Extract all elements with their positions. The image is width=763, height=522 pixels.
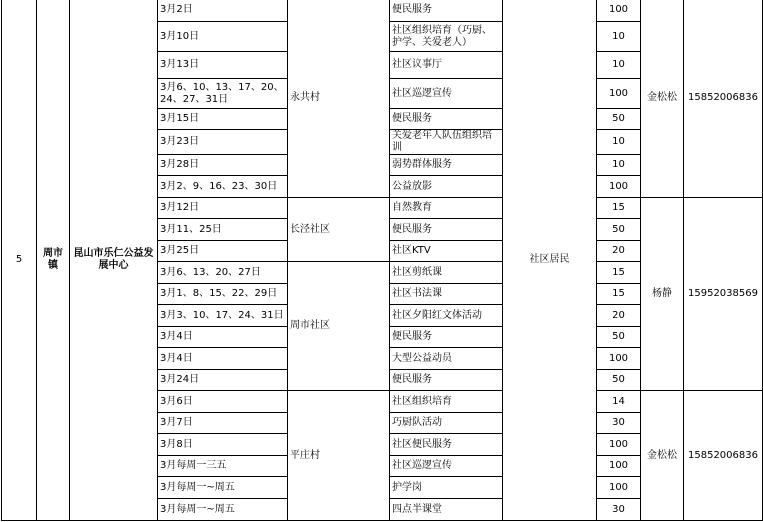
activity-date: 3月8日 (158, 434, 288, 456)
participant-count: 50 (597, 327, 641, 348)
village-name: 永共村 (288, 0, 390, 198)
activity-name: 弱势群体服务 (390, 155, 503, 176)
activity-date: 3月6、10、13、17、20、24、27、31日 (158, 79, 288, 109)
participant-count: 15 (597, 284, 641, 305)
participant-count: 20 (597, 241, 641, 262)
activity-schedule-table (1, 0, 763, 521)
activity-name: 社区组织培育 (390, 391, 503, 413)
activity-name: 关爱老年人队伍组织培训 (390, 130, 503, 155)
participant-count: 100 (597, 176, 641, 198)
activity-date: 3月2、9、16、23、30日 (158, 176, 288, 198)
activity-date: 3月10日 (158, 22, 288, 52)
participant-count: 10 (597, 52, 641, 79)
activity-name: 社区KTV (390, 241, 503, 262)
activity-name: 公益放影 (390, 176, 503, 198)
contact-phone: 15852006836 (684, 391, 763, 521)
participant-count: 15 (597, 262, 641, 284)
activity-date: 3月15日 (158, 109, 288, 130)
organization-name: 昆山市乐仁公益发展中心 (70, 0, 158, 521)
activity-name: 社区便民服务 (390, 434, 503, 456)
participant-count: 14 (597, 391, 641, 413)
participant-count: 50 (597, 109, 641, 130)
activity-name: 社区组织培育（巧厨、护学、关爱老人） (390, 22, 503, 52)
participant-count: 30 (597, 413, 641, 434)
activity-name: 便民服务 (390, 109, 503, 130)
village-name: 长泾社区 (288, 198, 390, 262)
participant-count: 100 (597, 456, 641, 477)
activity-name: 巧厨队活动 (390, 413, 503, 434)
participant-count: 10 (597, 130, 641, 155)
activity-name: 社区剪纸课 (390, 262, 503, 284)
participant-count: 100 (597, 348, 641, 370)
contact-phone: 15852006836 (684, 0, 763, 198)
contact-person: 金松松 (641, 391, 684, 521)
activity-name: 社区巡逻宣传 (390, 79, 503, 109)
participant-count: 10 (597, 155, 641, 176)
activity-date: 3月6、13、20、27日 (158, 262, 288, 284)
participant-count: 20 (597, 305, 641, 327)
participant-count: 30 (597, 499, 641, 521)
activity-date: 3月12日 (158, 198, 288, 219)
participant-count: 50 (597, 219, 641, 241)
participant-count: 100 (597, 434, 641, 456)
activity-name: 大型公益动员 (390, 348, 503, 370)
town-name: 周市镇 (37, 0, 70, 521)
activity-date: 3月每周一三五 (158, 456, 288, 477)
activity-date: 3月13日 (158, 52, 288, 79)
activity-date: 3月6日 (158, 391, 288, 413)
activity-name: 便民服务 (390, 370, 503, 391)
participant-count: 50 (597, 370, 641, 391)
activity-date: 3月每周一~周五 (158, 477, 288, 499)
activity-date: 3月25日 (158, 241, 288, 262)
activity-date: 3月11、25日 (158, 219, 288, 241)
activity-name: 便民服务 (390, 327, 503, 348)
participant-count: 100 (597, 79, 641, 109)
participant-count: 100 (597, 0, 641, 22)
activity-name: 社区书法课 (390, 284, 503, 305)
activity-date: 3月24日 (158, 370, 288, 391)
activity-date: 3月4日 (158, 327, 288, 348)
activity-date: 3月7日 (158, 413, 288, 434)
activity-name: 四点半课堂 (390, 499, 503, 521)
activity-name: 社区巡逻宣传 (390, 456, 503, 477)
activity-date: 3月1、8、15、22、29日 (158, 284, 288, 305)
activity-name: 便民服务 (390, 0, 503, 22)
activity-name: 社区夕阳红文体活动 (390, 305, 503, 327)
activity-date: 3月4日 (158, 348, 288, 370)
participant-count: 15 (597, 198, 641, 219)
activity-name: 护学岗 (390, 477, 503, 499)
activity-name: 便民服务 (390, 219, 503, 241)
activity-date: 3月3、10、17、24、31日 (158, 305, 288, 327)
contact-phone: 15952038569 (684, 198, 763, 391)
activity-date: 3月每周一~周五 (158, 499, 288, 521)
target-audience: 社区居民 (503, 0, 597, 521)
contact-person: 金松松 (641, 0, 684, 198)
table-row (2, 0, 763, 22)
village-name: 周市社区 (288, 262, 390, 391)
village-name: 平庄村 (288, 391, 390, 521)
serial-number: 5 (2, 0, 37, 521)
participant-count: 10 (597, 22, 641, 52)
participant-count: 100 (597, 477, 641, 499)
activity-name: 自然教育 (390, 198, 503, 219)
activity-name: 社区议事厅 (390, 52, 503, 79)
activity-date: 3月23日 (158, 130, 288, 155)
contact-person: 杨静 (641, 198, 684, 391)
activity-date: 3月28日 (158, 155, 288, 176)
activity-date: 3月2日 (158, 0, 288, 22)
